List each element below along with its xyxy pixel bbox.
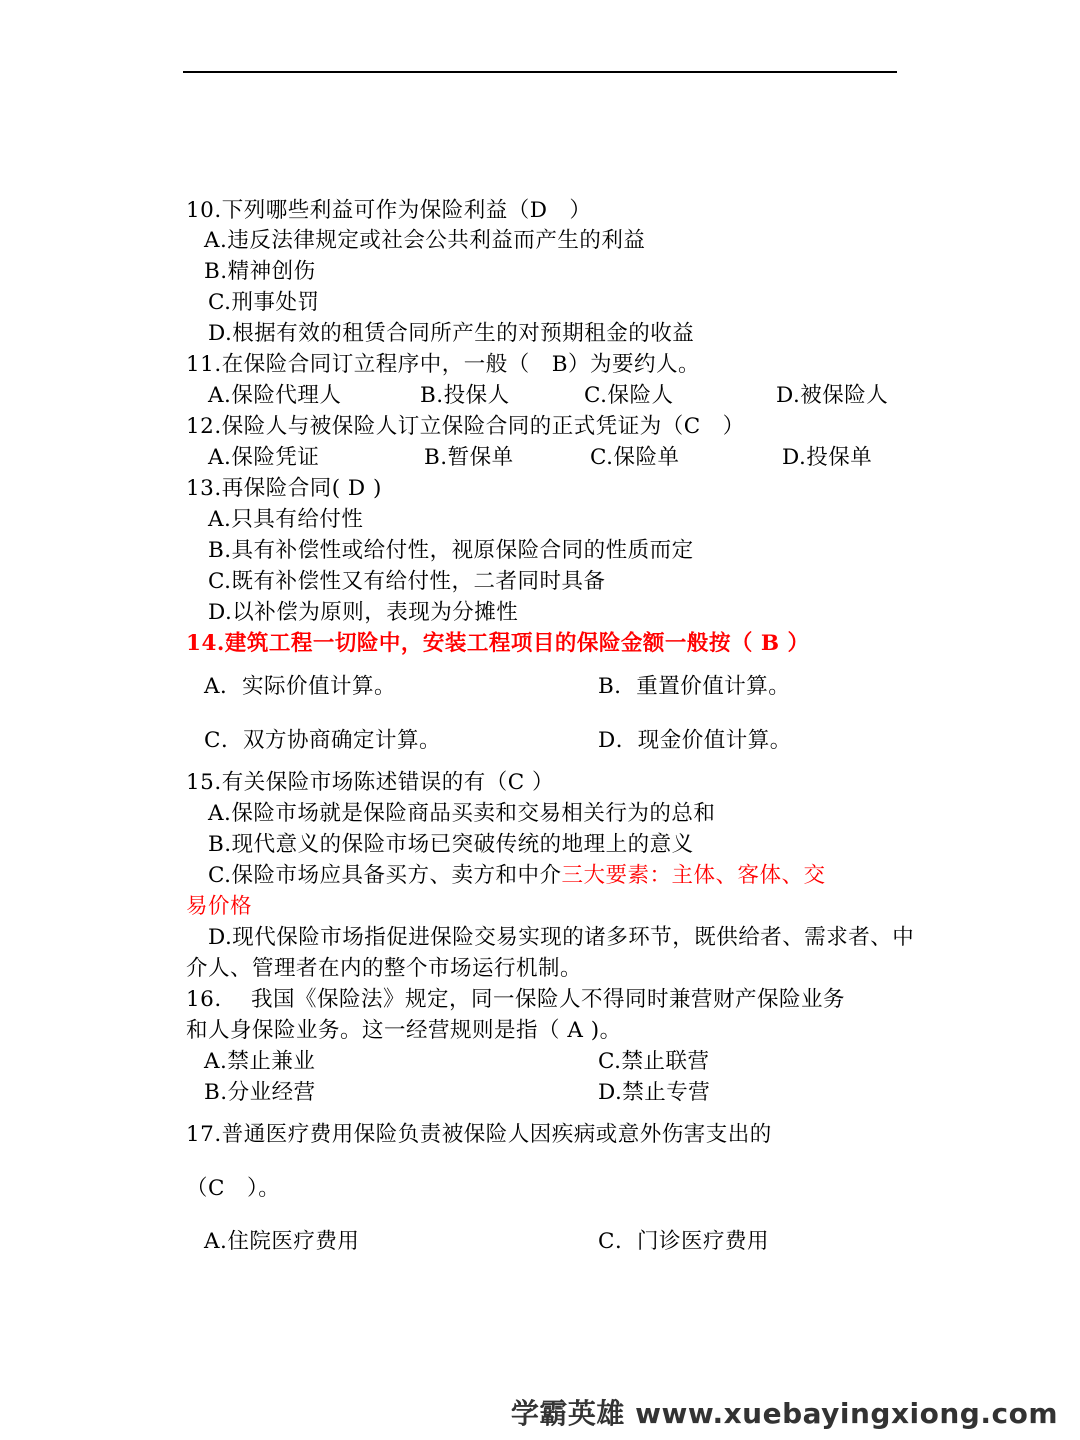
- q15-stem: 15.有关保险市场陈述错误的有（C ）: [186, 770, 554, 795]
- q12-option-b: B.暂保单: [424, 445, 514, 470]
- q14-option-b: B．重置价值计算。: [598, 674, 791, 699]
- q14-stem: 14.建筑工程一切险中，安装工程项目的保险金额一般按（ B ）: [186, 631, 810, 656]
- q10-option-c: C.刑事处罚: [208, 290, 320, 315]
- q11-stem: 11.在保险合同订立程序中，一般（ B）为要约人。: [186, 352, 700, 377]
- q17-stem-cont: （C ）。: [186, 1176, 281, 1201]
- q15-option-c-text: C.保险市场应具备买方、卖方和中介: [208, 863, 562, 888]
- header-rule: [183, 71, 897, 73]
- watermark: 学霸英雄 www.xuebayingxiong.com: [510, 1397, 1058, 1430]
- q12-option-d: D.投保单: [782, 445, 873, 470]
- q15-option-c-note-cont: 易价格: [186, 894, 253, 919]
- q12-stem: 12.保险人与被保险人订立保险合同的正式凭证为（C ）: [186, 414, 745, 439]
- q15-option-c: [208, 861, 826, 891]
- q11-option-b: B.投保人: [420, 383, 510, 408]
- q17-option-a: A.住院医疗费用: [204, 1229, 360, 1254]
- q15-option-b: B.现代意义的保险市场已突破传统的地理上的意义: [208, 832, 694, 857]
- q11-option-d: D.被保险人: [776, 383, 889, 408]
- q13-stem: 13.再保险合同( D ): [186, 476, 382, 501]
- q13-option-a: A.只具有给付性: [208, 507, 364, 532]
- q16-option-b: B.分业经营: [204, 1080, 316, 1105]
- q11-option-a: A.保险代理人: [208, 383, 342, 408]
- q15-option-d: D.现代保险市场指促进保险交易实现的诸多环节，既供给者、需求者、中: [208, 925, 915, 950]
- q10-option-a: A.违反法律规定或社会公共利益而产生的利益: [204, 228, 646, 253]
- q13-option-d: D.以补偿为原则，表现为分摊性: [208, 600, 519, 625]
- q13-option-c: C.既有补偿性又有给付性，二者同时具备: [208, 569, 606, 594]
- q11-option-c: C.保险人: [584, 383, 674, 408]
- q10-option-d: D.根据有效的租赁合同所产生的对预期租金的收益: [208, 321, 695, 346]
- q10-option-b: B.精神创伤: [204, 259, 316, 284]
- q14-option-c: C．双方协商确定计算。: [204, 728, 441, 753]
- q12-option-c: C.保险单: [590, 445, 680, 470]
- q16-option-a: A.禁止兼业: [204, 1049, 316, 1074]
- q13-option-b: B.具有补偿性或给付性，视原保险合同的性质而定: [208, 538, 694, 563]
- q16-stem: 16. 我国《保险法》规定，同一保险人不得同时兼营财产保险业务: [186, 987, 846, 1012]
- q14-option-a: A．实际价值计算。: [204, 674, 397, 699]
- q16-option-c: C.禁止联营: [598, 1049, 710, 1074]
- q17-option-c: C．门诊医疗费用: [598, 1229, 769, 1254]
- q17-stem: 17.普通医疗费用保险负责被保险人因疾病或意外伤害支出的: [186, 1122, 772, 1147]
- q15-option-c-note: 三大要素：主体、客体、交: [561, 863, 826, 888]
- q16-option-d: D.禁止专营: [598, 1080, 711, 1105]
- q12-option-a: A.保险凭证: [208, 445, 320, 470]
- q15-option-a: A.保险市场就是保险商品买卖和交易相关行为的总和: [208, 801, 716, 826]
- q14-option-d: D．现金价值计算。: [598, 728, 792, 753]
- q16-stem-cont: 和人身保险业务。这一经营规则是指（ A )。: [186, 1018, 622, 1043]
- q15-option-d-cont: 介人、管理者在内的整个市场运行机制。: [186, 956, 583, 981]
- q10-stem: 10.下列哪些利益可作为保险利益（D ）: [186, 198, 592, 223]
